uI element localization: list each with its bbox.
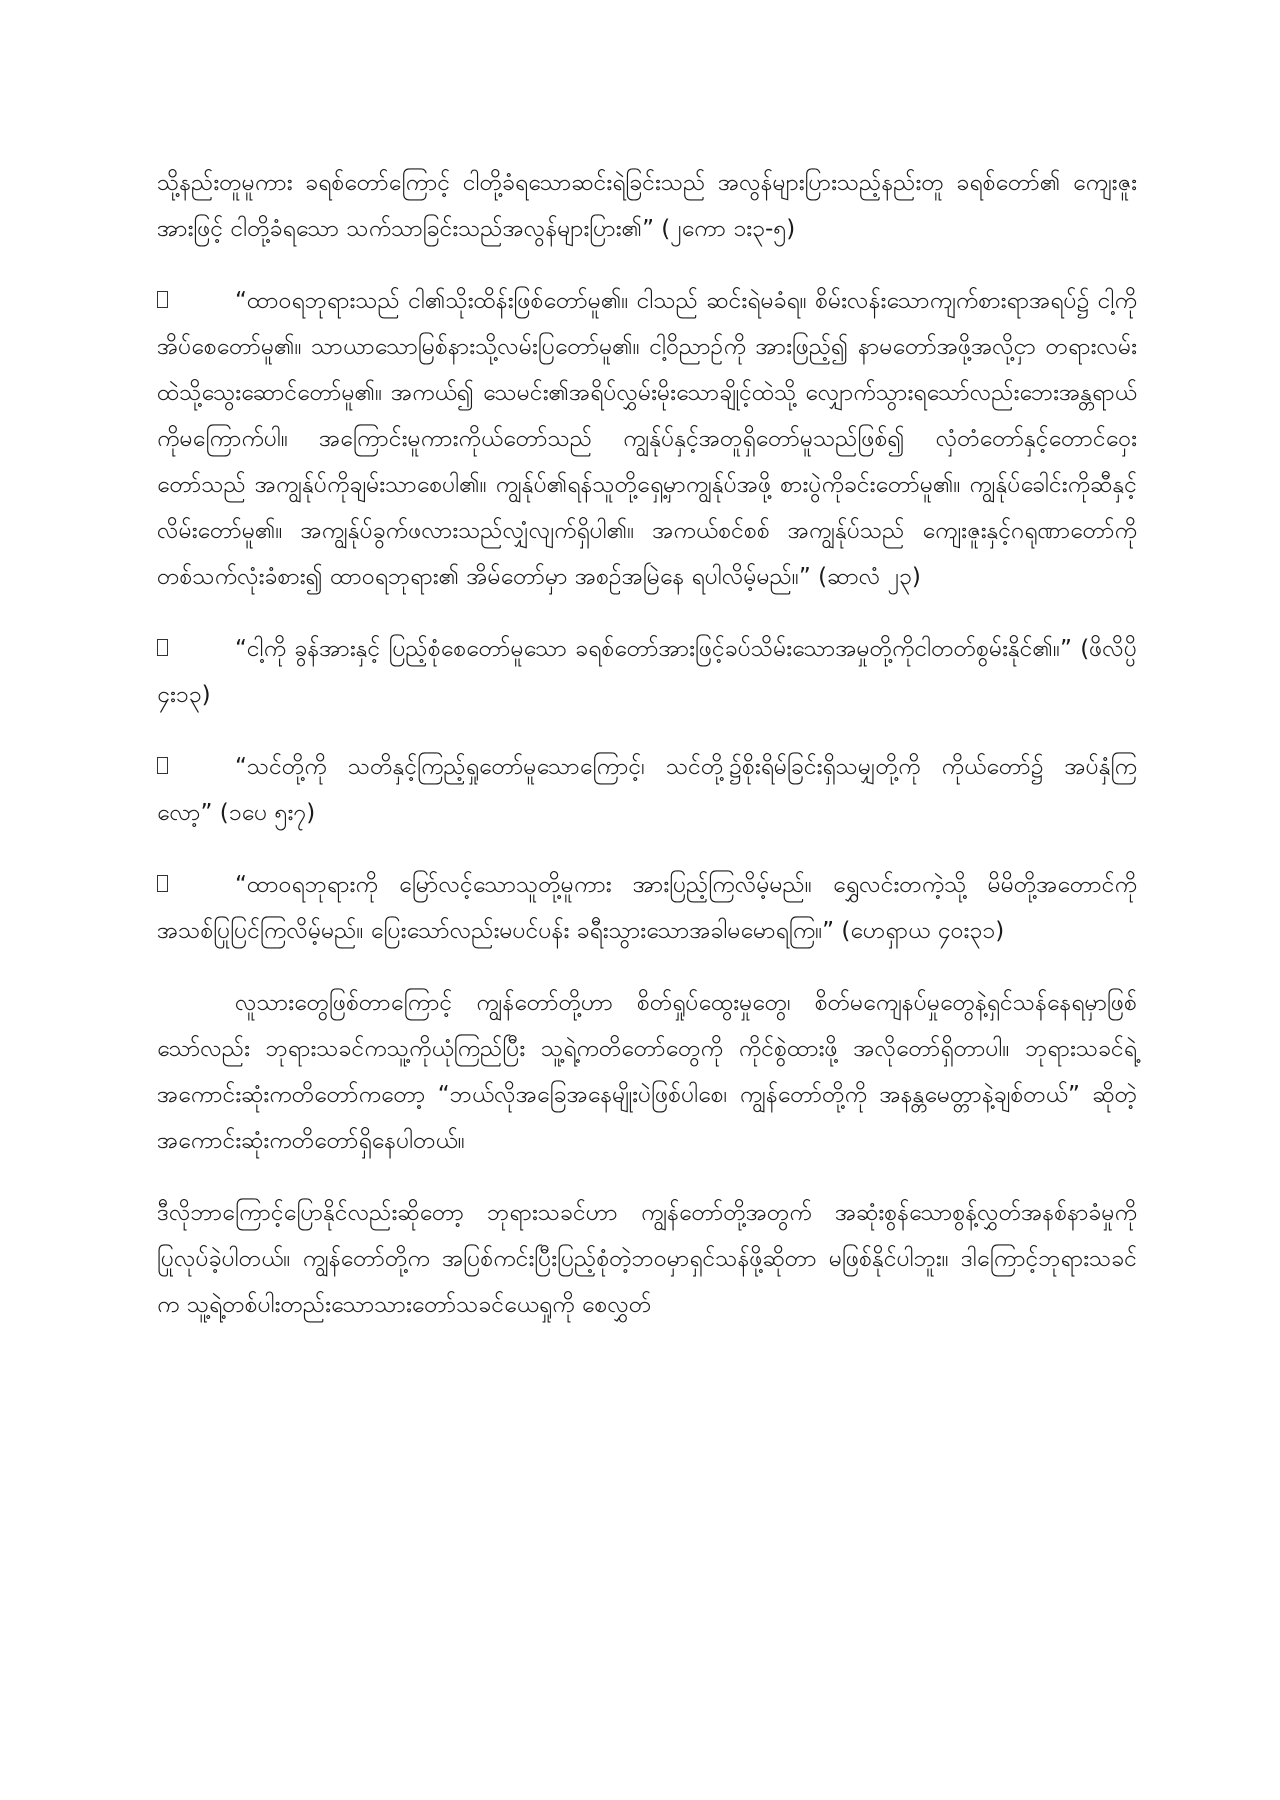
bullet-paragraph-psalm-23 <box>157 278 1137 600</box>
bullet-box-icon <box>157 875 168 892</box>
bullet-paragraph-isaiah <box>157 862 1137 954</box>
paragraph-sacrifice: ဒီလိုဘာကြောင့်ပြောနိုင်လည်းဆိုတော့ ဘုရားသခင်ဟာ ကျွန်တော်တို့အတွက် အဆုံးစွန်သောစွန့်လွှတ်အနစ်နာခံမှုကို ပြုလုပ်ခဲ့ပါတယ်။ ကျွန်တော်တို့က အပြစ်ကင်းပြီးပြည့်စုံတဲ့ဘဝမှာရှင်သန်ဖို့ဆိုတာ မဖြစ်နိုင်ပါဘူး။ ဒါကြောင့်ဘုရားသခင်က သူ့ရဲ့တစ်ပါးတည်းသောသားတော်သခင်ယေရှုကို စေလွှတ် <box>157 1200 1137 1318</box>
paragraph-text: “ထာဝရဘုရားကို မြော်လင့်သောသူတို့မူကား အားပြည့်ကြလိမ့်မည်။ ရွှေလင်းတကဲ့သို့ မိမိတို့အတောင်ကို အသစ်ပြုပြင်ကြလိမ့်မည်။ ပြေးသော်လည်းမပင်ပန်း ခရီးသွားသောအခါမမောရကြ။” (ဟေရှာယ ၄ဝး၃၁) <box>157 872 1137 944</box>
paragraph-reflection: လူသားတွေဖြစ်တာကြောင့် ကျွန်တော်တို့ဟာ စိတ်ရှုပ်ထွေးမှုတွေ၊ စိတ်မကျေနပ်မှုတွေနဲ့ရှင်သန်နေရမှာဖြစ်သော်လည်း ဘုရားသခင်ကသူ့ကိုယုံကြည်ပြီး သူ့ရဲ့ကတိတော်တွေကို ကိုင်စွဲထားဖို့ အလိုတော်ရှိတာပါ။ ဘုရားသခင်ရဲ့အကောင်းဆုံးကတိတော်ကတော့ “ဘယ်လိုအခြေအနေမျိုးပဲဖြစ်ပါစေ၊ ကျွန်တော်တို့ကို အနန္တမေတ္တာနဲ့ချစ်တယ်” ဆိုတဲ့ အကောင်းဆုံးကတိတော်ရှိနေပါတယ်။ <box>157 990 1137 1154</box>
bullet-box-icon <box>157 639 168 656</box>
paragraph-text: “သင်တို့ကို သတိနှင့်ကြည့်ရှုတော်မူသောကြောင့်၊ သင်တို့၌စိုးရိမ်ခြင်းရှိသမျှတို့ကို ကိုယ်တော်၌ အပ်နှံကြလော့” (၁ပေ ၅း၇) <box>157 754 1137 826</box>
bullet-paragraph-1-peter <box>157 744 1137 836</box>
document-page <box>157 160 1137 1354</box>
bullet-box-icon <box>157 757 168 774</box>
bullet-paragraph-philippians <box>157 626 1137 718</box>
paragraph-text: “ငါ့ကို ခွန်အားနှင့် ပြည့်စုံစေတော်မူသော ခရစ်တော်အားဖြင့်ခပ်သိမ်းသောအမှုတို့ကိုငါတတ်စွမ်းနိုင်၏။” (ဖိလိပ္ပိ ၄း၁၃) <box>157 636 1137 708</box>
bullet-box-icon <box>157 291 168 308</box>
paragraph-text: “ထာဝရဘုရားသည် ငါ၏သိုးထိန်းဖြစ်တော်မူ၏။ ငါသည် ဆင်းရဲမခံရ။ စိမ်းလန်းသောကျက်စားရာအရပ်၌ ငါ့ကိုအိပ်စေတော်မူ၏။ သာယာသောမြစ်နားသို့လမ်းပြတော်မူ၏။ ငါ့ဝိညာဉ်ကို အားဖြည့်၍ နာမတော်အဖို့အလို့ငှာ တရားလမ်းထဲသို့သွေးဆောင်တော်မူ၏။ အကယ်၍ သေမင်း၏အရိပ်လွှမ်းမိုးသောချိုင့်ထဲသို့ လျှောက်သွားရသော်လည်းဘေးအန္တရာယ်ကိုမကြောက်ပါ။ အကြောင်းမူကားကိုယ်တော်သည် ကျွန်ုပ်နှင့်အတူရှိတော်မူသည်ဖြစ်၍ လှံတံတော်နှင့်တောင်ဝှေးတော်သည် အကျွန်ုပ်ကိုချမ်းသာစေပါ၏။ ကျွန်ုပ်၏ရန်သူတို့ရှေ့မှာကျွန်ုပ်အဖို့ စားပွဲကိုခင်းတော်မူ၏။ ကျွန်ုပ်ခေါင်းကိုဆီနှင့်လိမ်းတော်မူ၏။ အကျွန်ုပ်ခွက်ဖလားသည်လျှံလျက်ရှိပါ၏။ အကယ်စင်စစ် အကျွန်ုပ်သည် ကျေးဇူးနှင့်ဂရုဏာတော်ကို တစ်သက်လုံးခံစား၍ ထာဝရဘုရား၏ အိမ်တော်မှာ အစဉ်အမြဲနေ ရပါလိမ့်မည်။” (ဆာလံ ၂၃) <box>157 288 1137 590</box>
paragraph-intro: သို့နည်းတူမူကား ခရစ်တော်ကြောင့် ငါတို့ခံရသောဆင်းရဲခြင်းသည် အလွန်များပြားသည့်နည်းတူ ခရစ်တော်၏ ကျေးဇူးအားဖြင့် ငါတို့ခံရသော သက်သာခြင်းသည်အလွန်များပြား၏” (၂ကော ၁း၃-၅) <box>157 170 1137 242</box>
